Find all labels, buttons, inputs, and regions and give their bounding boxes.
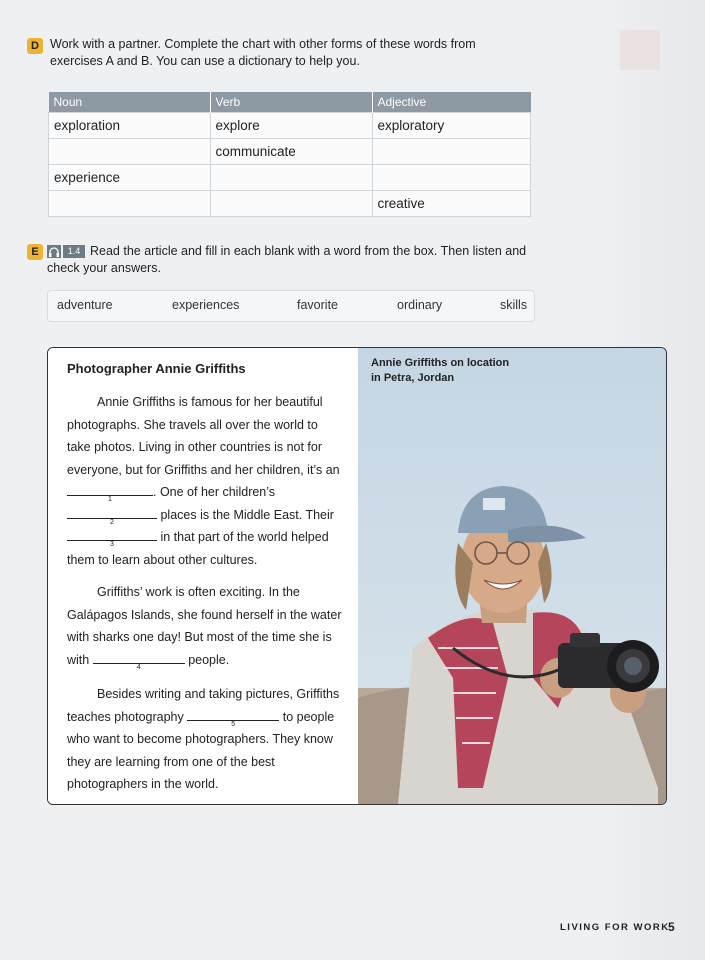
answer-blank[interactable]: 4	[93, 651, 185, 664]
chart-cell[interactable]	[372, 139, 531, 165]
article-text: people.	[188, 652, 230, 667]
article-text: . One of her children’s	[153, 485, 276, 499]
word-box-item: favorite	[297, 298, 338, 312]
chart-cell[interactable]	[49, 139, 211, 165]
article-text: Besides writing and taking pictures, Griffiths teaches photography	[67, 687, 340, 724]
audio-track-number: 1.4	[63, 245, 85, 258]
table-row	[49, 139, 531, 165]
answer-blank[interactable]: 2	[67, 506, 157, 519]
chart-cell[interactable]: exploratory	[372, 113, 531, 139]
article-text: Annie Griffiths is famous for her beautiful photographs. She travels all over the world to take photos. Living in other countries is not for everyone, but for Griffiths and her children, it’s an	[67, 395, 340, 477]
table-row	[49, 113, 531, 139]
article-text: to people who want to become photographers. They know they are learning from one of the best photographers in the world.	[67, 709, 335, 791]
word-box-item: ordinary	[397, 298, 443, 312]
exercise-d-badge: D	[27, 38, 43, 54]
chart-cell[interactable]: explore	[210, 113, 372, 139]
article-paragraph-2	[67, 581, 342, 671]
adjective-header: Adjective	[372, 92, 531, 113]
answer-blank[interactable]: 1	[67, 483, 153, 496]
article-paragraph-1	[67, 391, 342, 571]
chart-cell[interactable]: exploration	[49, 113, 211, 139]
page-number: 5	[668, 920, 675, 934]
exercise-e-instruction: Read the article and fill in each blank with a word from the box. Then listen and check your answers.	[47, 244, 527, 275]
article-paragraph-3	[67, 683, 342, 796]
word-box-item: adventure	[57, 298, 113, 312]
answer-blank[interactable]: 5	[187, 708, 279, 721]
word-box-item: experiences	[172, 298, 240, 312]
photo-caption: Annie Griffiths on location in Petra, Jordan	[371, 357, 510, 384]
bleed-through-block	[620, 30, 660, 70]
noun-header: Noun	[49, 92, 211, 113]
answer-blank[interactable]: 3	[67, 528, 157, 541]
word-forms-chart	[48, 92, 531, 217]
exercise-e-badge: E	[27, 244, 43, 260]
article-text: places is the Middle East. Their	[160, 507, 334, 522]
chart-cell[interactable]	[49, 191, 211, 217]
article-text: Griffiths’ work is often exciting. In the Galápagos Islands, she found herself in the water with sharks one day! But most of the time she is with	[67, 585, 342, 667]
chart-header-row	[49, 92, 531, 113]
article-text: in that part of the world helped them to learn about other cultures.	[67, 530, 329, 567]
word-box	[47, 290, 535, 322]
chart-cell[interactable]	[372, 165, 531, 191]
article-panel	[47, 347, 667, 805]
chart-cell[interactable]	[210, 191, 372, 217]
section-footer: LIVING FOR WORK	[560, 922, 670, 933]
article-text-column	[48, 348, 358, 804]
verb-header: Verb	[210, 92, 372, 113]
table-row	[49, 165, 531, 191]
article-title: Photographer Annie Griffiths	[67, 361, 246, 376]
exercise-d-instruction: Work with a partner. Complete the chart with other forms of these words from exercises A and B. You can use a dictionary to help you.	[50, 37, 476, 68]
photo-illustration	[358, 348, 666, 804]
photographer-photo	[358, 348, 666, 804]
chart-cell[interactable]	[210, 165, 372, 191]
chart-cell[interactable]: experience	[49, 165, 211, 191]
chart-cell[interactable]: creative	[372, 191, 531, 217]
chart-cell[interactable]: communicate	[210, 139, 372, 165]
word-box-item: skills	[500, 298, 528, 312]
table-row	[49, 191, 531, 217]
